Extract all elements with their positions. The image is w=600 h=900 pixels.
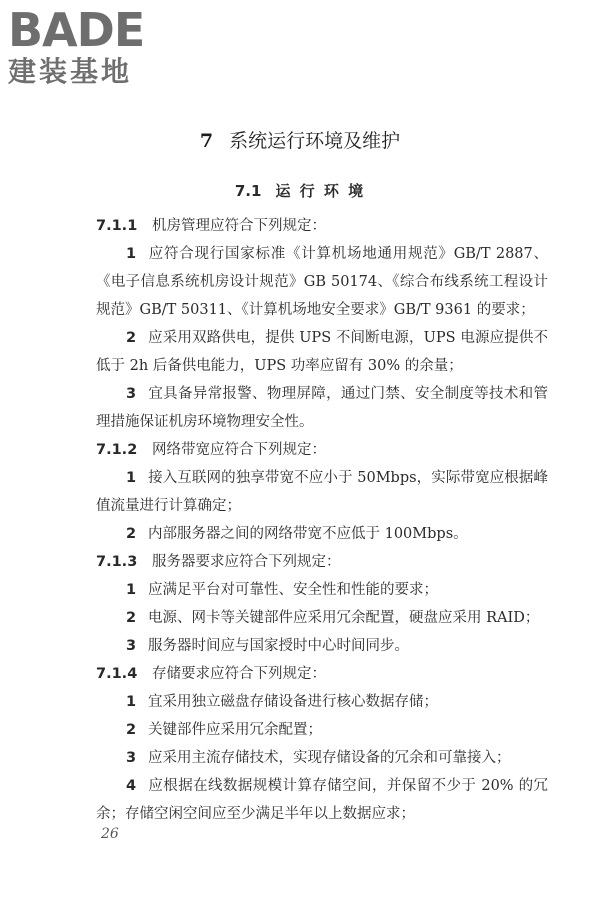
item-number: 2 bbox=[126, 526, 137, 542]
list-item bbox=[96, 744, 548, 772]
item-text: 接入互联网的独享带宽不应小于 50Mbps，实际带宽应根据峰值流量进行计算确定； bbox=[96, 470, 548, 514]
logo-mark: BADE bbox=[8, 3, 145, 57]
clause-number: 7.1.3 bbox=[96, 554, 138, 570]
list-item bbox=[96, 380, 548, 436]
list-item bbox=[96, 632, 548, 660]
list-item bbox=[96, 604, 548, 632]
item-text: 应采用双路供电，提供 UPS 不间断电源，UPS 电源应提供不低于 2h 后备供电能力，UPS 功率应留有 30% 的余量； bbox=[96, 330, 548, 374]
clause-heading bbox=[96, 548, 548, 576]
publisher-logo bbox=[8, 4, 178, 88]
item-text: 电源、网卡等关键部件应采用冗余配置，硬盘应采用 RAID； bbox=[148, 610, 540, 626]
page-number: 26 bbox=[101, 826, 119, 842]
item-number: 4 bbox=[126, 778, 137, 794]
item-text: 服务器时间应与国家授时中心时间同步。 bbox=[148, 638, 409, 654]
item-number: 3 bbox=[126, 750, 137, 766]
clause-title: 网络带宽应符合下列规定： bbox=[152, 442, 326, 458]
item-text: 内部服务器之间的网络带宽不应低于 100Mbps。 bbox=[148, 526, 468, 542]
item-text: 关键部件应采用冗余配置； bbox=[148, 722, 322, 738]
clause-heading bbox=[96, 660, 548, 688]
list-item bbox=[96, 716, 548, 744]
chapter-number: 7 bbox=[199, 130, 214, 152]
section-heading bbox=[0, 180, 600, 201]
clause-number: 7.1.4 bbox=[96, 666, 138, 682]
clause-number: 7.1.1 bbox=[96, 218, 138, 234]
list-item bbox=[96, 576, 548, 604]
item-number: 3 bbox=[126, 386, 137, 402]
item-text: 应采用主流存储技术，实现存储设备的冗余和可靠接入； bbox=[148, 750, 511, 766]
item-number: 2 bbox=[126, 610, 137, 626]
clause-title: 服务器要求应符合下列规定： bbox=[152, 554, 341, 570]
logo-subtitle: 建装基地 bbox=[8, 55, 133, 88]
list-item bbox=[96, 688, 548, 716]
clause-title: 机房管理应符合下列规定： bbox=[152, 218, 326, 234]
item-number: 1 bbox=[126, 694, 137, 710]
item-number: 1 bbox=[126, 582, 137, 598]
item-number: 2 bbox=[126, 330, 137, 346]
item-number: 1 bbox=[126, 246, 137, 262]
item-text: 应满足平台对可靠性、安全性和性能的要求； bbox=[148, 582, 438, 598]
section-title: 运 行 环 境 bbox=[275, 182, 366, 200]
item-number: 3 bbox=[126, 638, 137, 654]
clause-title: 存储要求应符合下列规定： bbox=[152, 666, 326, 682]
item-text: 应根据在线数据规模计算存储空间，并保留不少于 20% 的冗余；存储空闲空间应至少满足半年以上数据应求； bbox=[96, 778, 548, 822]
list-item bbox=[96, 240, 548, 324]
list-item bbox=[96, 464, 548, 520]
item-number: 1 bbox=[126, 470, 137, 486]
section-number: 7.1 bbox=[234, 182, 262, 200]
item-text: 应符合现行国家标准《计算机场地通用规范》GB/T 2887、《电子信息系统机房设计规范》GB 50174、《综合布线系统工程设计规范》GB/T 50311、《计算机场地安全要求》GB/T 9361 的要求； bbox=[96, 246, 548, 318]
clause-heading bbox=[96, 212, 548, 240]
chapter-title: 系统运行环境及维护 bbox=[229, 130, 401, 152]
body-content bbox=[96, 212, 548, 828]
list-item bbox=[96, 324, 548, 380]
list-item bbox=[96, 772, 548, 828]
item-text: 宜采用独立磁盘存储设备进行核心数据存储； bbox=[148, 694, 438, 710]
list-item bbox=[96, 520, 548, 548]
chapter-heading bbox=[0, 126, 600, 153]
clause-number: 7.1.2 bbox=[96, 442, 138, 458]
item-number: 2 bbox=[126, 722, 137, 738]
item-text: 宜具备异常报警、物理屏障，通过门禁、安全制度等技术和管理措施保证机房环境物理安全性。 bbox=[96, 386, 548, 430]
clause-heading bbox=[96, 436, 548, 464]
